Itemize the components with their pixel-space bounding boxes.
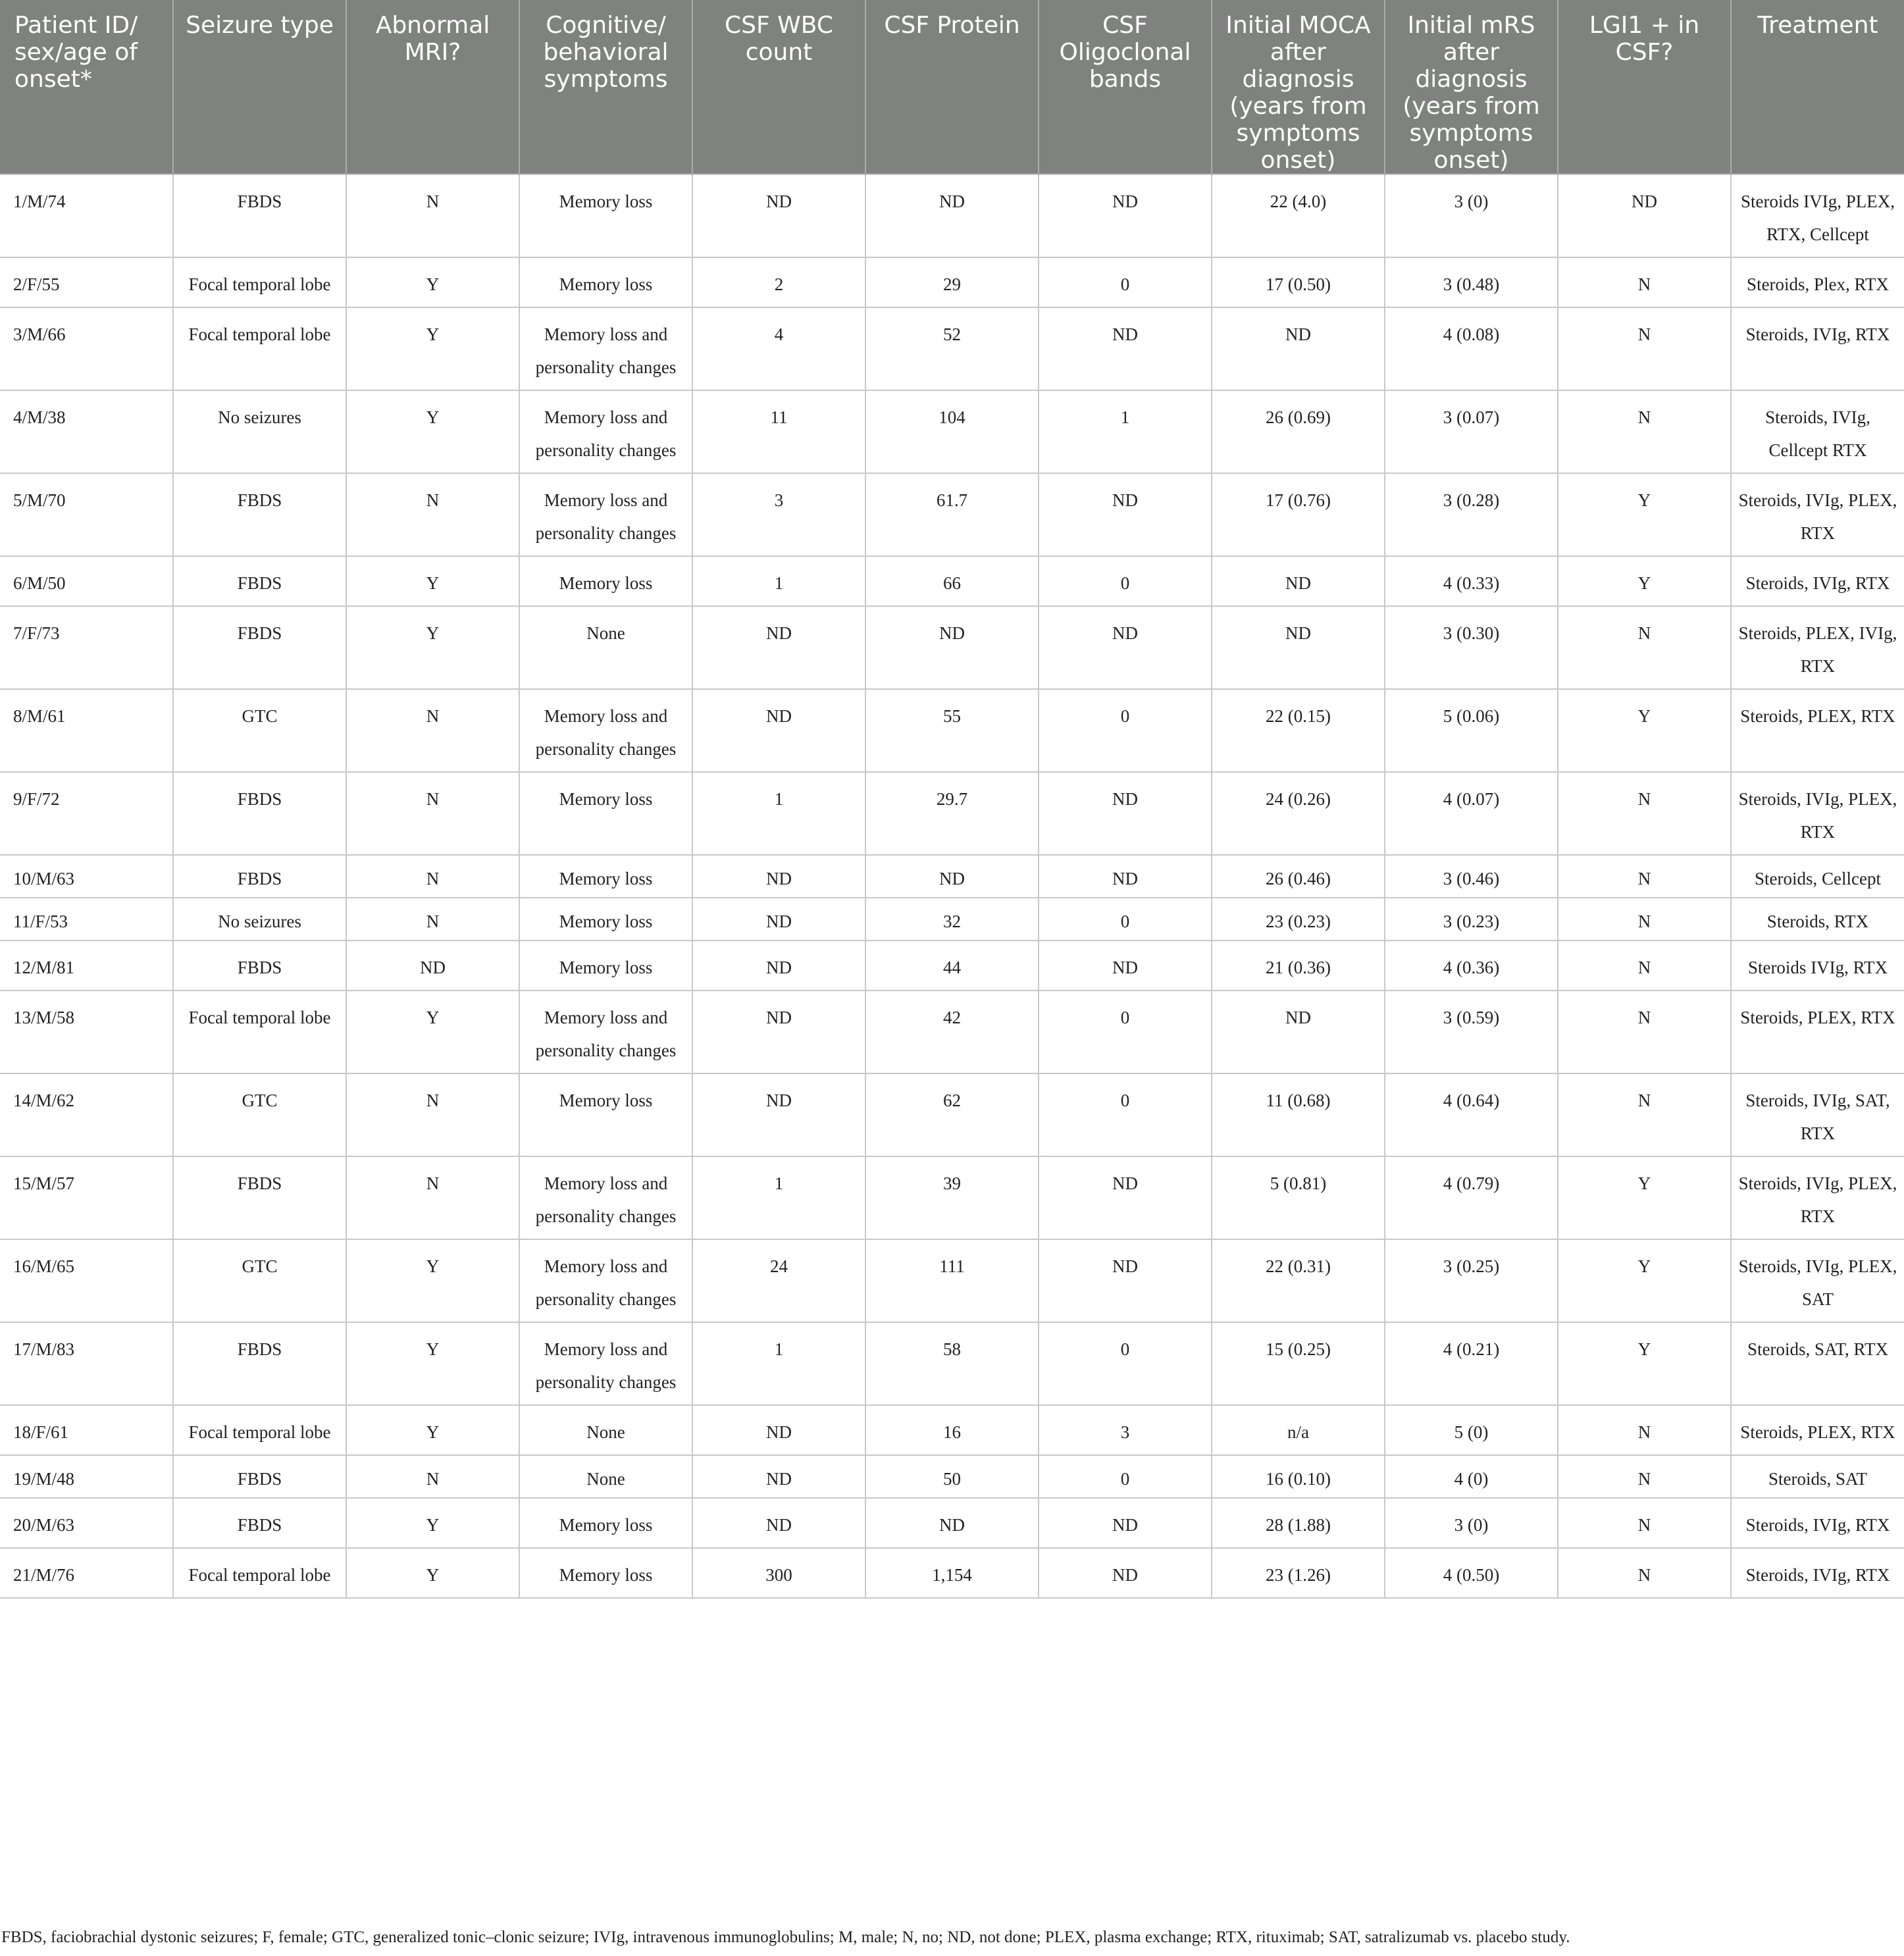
table-row bbox=[0, 556, 1904, 606]
abnormal-mri-cell: Y bbox=[346, 257, 519, 307]
table-row bbox=[0, 772, 1904, 855]
treatment-cell: Steroids, PLEX, IVIg, RTX bbox=[1731, 606, 1904, 689]
initial-moca-cell: 22 (0.31) bbox=[1212, 1239, 1385, 1322]
abnormal-mri-cell: N bbox=[346, 855, 519, 898]
lgi1-csf-cell: Y bbox=[1558, 473, 1731, 556]
abnormal-mri-cell: N bbox=[346, 1156, 519, 1239]
patient-id-cell: 16/M/65 bbox=[0, 1239, 173, 1322]
seizure-type-cell: No seizures bbox=[173, 390, 346, 473]
lgi1-csf-cell: ND bbox=[1558, 174, 1731, 257]
oligoclonal-bands-cell: ND bbox=[1039, 1498, 1212, 1548]
treatment-cell: Steroids, IVIg, PLEX, RTX bbox=[1731, 1156, 1904, 1239]
seizure-type-cell: FBDS bbox=[173, 772, 346, 855]
col-header-oligoclonal-bands: CSF Oligoclonal bands bbox=[1039, 0, 1212, 174]
initial-moca-cell: ND bbox=[1212, 556, 1385, 606]
initial-moca-cell: ND bbox=[1212, 307, 1385, 390]
cognitive-symptoms-cell: Memory loss and personality changes bbox=[519, 1322, 692, 1405]
col-header-initial-mrs: Initial mRS after diagnosis (years from symptoms onset) bbox=[1385, 0, 1558, 174]
table-row bbox=[0, 257, 1904, 307]
csf-protein-cell: 42 bbox=[865, 991, 1039, 1073]
lgi1-csf-cell: Y bbox=[1558, 1322, 1731, 1405]
table-row bbox=[0, 390, 1904, 473]
col-header-treatment: Treatment bbox=[1731, 0, 1904, 174]
initial-moca-cell: 23 (0.23) bbox=[1212, 898, 1385, 940]
treatment-cell: Steroids IVIg, RTX bbox=[1731, 940, 1904, 991]
seizure-type-cell: GTC bbox=[173, 1239, 346, 1322]
oligoclonal-bands-cell: ND bbox=[1039, 174, 1212, 257]
seizure-type-cell: FBDS bbox=[173, 1498, 346, 1548]
initial-mrs-cell: 4 (0.33) bbox=[1385, 556, 1558, 606]
col-header-lgi1-csf: LGI1 + in CSF? bbox=[1558, 0, 1731, 174]
cognitive-symptoms-cell: Memory loss bbox=[519, 772, 692, 855]
csf-protein-cell: 32 bbox=[865, 898, 1039, 940]
initial-mrs-cell: 3 (0.07) bbox=[1385, 390, 1558, 473]
initial-moca-cell: 15 (0.25) bbox=[1212, 1322, 1385, 1405]
lgi1-csf-cell: N bbox=[1558, 307, 1731, 390]
patient-id-cell: 17/M/83 bbox=[0, 1322, 173, 1405]
abnormal-mri-cell: N bbox=[346, 1073, 519, 1156]
table-row bbox=[0, 898, 1904, 940]
col-header-csf-wbc: CSF WBC count bbox=[692, 0, 865, 174]
initial-moca-cell: 16 (0.10) bbox=[1212, 1455, 1385, 1498]
initial-moca-cell: 22 (4.0) bbox=[1212, 174, 1385, 257]
csf-protein-cell: 58 bbox=[865, 1322, 1039, 1405]
initial-mrs-cell: 4 (0.79) bbox=[1385, 1156, 1558, 1239]
cognitive-symptoms-cell: Memory loss bbox=[519, 1073, 692, 1156]
initial-mrs-cell: 4 (0.08) bbox=[1385, 307, 1558, 390]
cognitive-symptoms-cell: None bbox=[519, 1405, 692, 1455]
table-row bbox=[0, 1455, 1904, 1498]
treatment-cell: Steroids, IVIg, SAT, RTX bbox=[1731, 1073, 1904, 1156]
csf-wbc-cell: ND bbox=[692, 689, 865, 772]
treatment-cell: Steroids, SAT bbox=[1731, 1455, 1904, 1498]
csf-protein-cell: ND bbox=[865, 1498, 1039, 1548]
csf-protein-cell: 61.7 bbox=[865, 473, 1039, 556]
treatment-cell: Steroids, IVIg, PLEX, RTX bbox=[1731, 473, 1904, 556]
treatment-cell: Steroids, Cellcept bbox=[1731, 855, 1904, 898]
treatment-cell: Steroids, IVIg, RTX bbox=[1731, 307, 1904, 390]
table-row bbox=[0, 1498, 1904, 1548]
csf-wbc-cell: 1 bbox=[692, 556, 865, 606]
csf-protein-cell: 39 bbox=[865, 1156, 1039, 1239]
patient-id-cell: 20/M/63 bbox=[0, 1498, 173, 1548]
abnormal-mri-cell: Y bbox=[346, 390, 519, 473]
patient-id-cell: 6/M/50 bbox=[0, 556, 173, 606]
csf-protein-cell: ND bbox=[865, 174, 1039, 257]
patient-id-cell: 21/M/76 bbox=[0, 1548, 173, 1598]
oligoclonal-bands-cell: 0 bbox=[1039, 898, 1212, 940]
table-row bbox=[0, 689, 1904, 772]
lgi1-csf-cell: N bbox=[1558, 855, 1731, 898]
abnormal-mri-cell: Y bbox=[346, 606, 519, 689]
cognitive-symptoms-cell: Memory loss and personality changes bbox=[519, 390, 692, 473]
cognitive-symptoms-cell: None bbox=[519, 606, 692, 689]
initial-moca-cell: 23 (1.26) bbox=[1212, 1548, 1385, 1598]
treatment-cell: Steroids, IVIg, PLEX, RTX bbox=[1731, 772, 1904, 855]
oligoclonal-bands-cell: ND bbox=[1039, 1239, 1212, 1322]
lgi1-csf-cell: N bbox=[1558, 390, 1731, 473]
table-row bbox=[0, 473, 1904, 556]
cognitive-symptoms-cell: Memory loss and personality changes bbox=[519, 307, 692, 390]
csf-wbc-cell: ND bbox=[692, 1405, 865, 1455]
treatment-cell: Steroids, IVIg, RTX bbox=[1731, 556, 1904, 606]
seizure-type-cell: FBDS bbox=[173, 1322, 346, 1405]
initial-moca-cell: 26 (0.46) bbox=[1212, 855, 1385, 898]
initial-mrs-cell: 4 (0.64) bbox=[1385, 1073, 1558, 1156]
csf-wbc-cell: ND bbox=[692, 1498, 865, 1548]
patient-id-cell: 11/F/53 bbox=[0, 898, 173, 940]
initial-moca-cell: n/a bbox=[1212, 1405, 1385, 1455]
lgi1-csf-cell: N bbox=[1558, 991, 1731, 1073]
initial-mrs-cell: 3 (0.30) bbox=[1385, 606, 1558, 689]
csf-protein-cell: ND bbox=[865, 606, 1039, 689]
cognitive-symptoms-cell: Memory loss bbox=[519, 556, 692, 606]
oligoclonal-bands-cell: 0 bbox=[1039, 556, 1212, 606]
csf-wbc-cell: 1 bbox=[692, 772, 865, 855]
abnormal-mri-cell: Y bbox=[346, 991, 519, 1073]
csf-wbc-cell: 300 bbox=[692, 1548, 865, 1598]
csf-wbc-cell: 11 bbox=[692, 390, 865, 473]
lgi1-csf-cell: N bbox=[1558, 772, 1731, 855]
cognitive-symptoms-cell: Memory loss bbox=[519, 174, 692, 257]
csf-wbc-cell: 3 bbox=[692, 473, 865, 556]
csf-wbc-cell: ND bbox=[692, 898, 865, 940]
csf-wbc-cell: ND bbox=[692, 1455, 865, 1498]
abnormal-mri-cell: N bbox=[346, 473, 519, 556]
abnormal-mri-cell: Y bbox=[346, 307, 519, 390]
cognitive-symptoms-cell: Memory loss and personality changes bbox=[519, 1156, 692, 1239]
csf-wbc-cell: 1 bbox=[692, 1322, 865, 1405]
oligoclonal-bands-cell: 0 bbox=[1039, 689, 1212, 772]
treatment-cell: Steroids, SAT, RTX bbox=[1731, 1322, 1904, 1405]
abnormal-mri-cell: Y bbox=[346, 1405, 519, 1455]
seizure-type-cell: FBDS bbox=[173, 1156, 346, 1239]
initial-moca-cell: 24 (0.26) bbox=[1212, 772, 1385, 855]
csf-wbc-cell: ND bbox=[692, 855, 865, 898]
initial-moca-cell: 17 (0.50) bbox=[1212, 257, 1385, 307]
csf-wbc-cell: ND bbox=[692, 606, 865, 689]
treatment-cell: Steroids, IVIg, RTX bbox=[1731, 1498, 1904, 1548]
table-body bbox=[0, 174, 1904, 1598]
oligoclonal-bands-cell: 0 bbox=[1039, 1455, 1212, 1498]
lgi1-csf-cell: N bbox=[1558, 1405, 1731, 1455]
table-row bbox=[0, 1073, 1904, 1156]
oligoclonal-bands-cell: 0 bbox=[1039, 257, 1212, 307]
csf-protein-cell: 104 bbox=[865, 390, 1039, 473]
seizure-type-cell: Focal temporal lobe bbox=[173, 991, 346, 1073]
table-row bbox=[0, 991, 1904, 1073]
seizure-type-cell: FBDS bbox=[173, 855, 346, 898]
treatment-cell: Steroids, IVIg, PLEX, SAT bbox=[1731, 1239, 1904, 1322]
csf-protein-cell: 29.7 bbox=[865, 772, 1039, 855]
cognitive-symptoms-cell: Memory loss bbox=[519, 940, 692, 991]
table-row bbox=[0, 1405, 1904, 1455]
cognitive-symptoms-cell: Memory loss bbox=[519, 898, 692, 940]
lgi1-csf-cell: N bbox=[1558, 898, 1731, 940]
table-row bbox=[0, 940, 1904, 991]
lgi1-csf-cell: Y bbox=[1558, 1156, 1731, 1239]
initial-mrs-cell: 3 (0.23) bbox=[1385, 898, 1558, 940]
treatment-cell: Steroids, PLEX, RTX bbox=[1731, 689, 1904, 772]
lgi1-csf-cell: N bbox=[1558, 257, 1731, 307]
oligoclonal-bands-cell: 0 bbox=[1039, 1322, 1212, 1405]
treatment-cell: Steroids, IVIg, RTX bbox=[1731, 1548, 1904, 1598]
oligoclonal-bands-cell: ND bbox=[1039, 606, 1212, 689]
seizure-type-cell: FBDS bbox=[173, 556, 346, 606]
seizure-type-cell: Focal temporal lobe bbox=[173, 1405, 346, 1455]
initial-mrs-cell: 3 (0) bbox=[1385, 174, 1558, 257]
seizure-type-cell: FBDS bbox=[173, 1455, 346, 1498]
abnormal-mri-cell: Y bbox=[346, 1239, 519, 1322]
abnormal-mri-cell: N bbox=[346, 689, 519, 772]
csf-wbc-cell: 2 bbox=[692, 257, 865, 307]
abnormal-mri-cell: N bbox=[346, 174, 519, 257]
cognitive-symptoms-cell: Memory loss bbox=[519, 855, 692, 898]
initial-mrs-cell: 4 (0.07) bbox=[1385, 772, 1558, 855]
csf-protein-cell: 1,154 bbox=[865, 1548, 1039, 1598]
col-header-csf-protein: CSF Protein bbox=[865, 0, 1039, 174]
oligoclonal-bands-cell: 0 bbox=[1039, 991, 1212, 1073]
table-row bbox=[0, 855, 1904, 898]
csf-wbc-cell: ND bbox=[692, 1073, 865, 1156]
seizure-type-cell: GTC bbox=[173, 689, 346, 772]
table-row bbox=[0, 174, 1904, 257]
csf-protein-cell: 55 bbox=[865, 689, 1039, 772]
cognitive-symptoms-cell: Memory loss and personality changes bbox=[519, 689, 692, 772]
treatment-cell: Steroids IVIg, PLEX, RTX, Cellcept bbox=[1731, 174, 1904, 257]
abnormal-mri-cell: Y bbox=[346, 1548, 519, 1598]
header-row bbox=[0, 0, 1904, 174]
csf-wbc-cell: 1 bbox=[692, 1156, 865, 1239]
initial-mrs-cell: 3 (0.46) bbox=[1385, 855, 1558, 898]
seizure-type-cell: Focal temporal lobe bbox=[173, 307, 346, 390]
patient-id-cell: 19/M/48 bbox=[0, 1455, 173, 1498]
table-row bbox=[0, 1156, 1904, 1239]
cognitive-symptoms-cell: Memory loss and personality changes bbox=[519, 1239, 692, 1322]
initial-mrs-cell: 4 (0.36) bbox=[1385, 940, 1558, 991]
patient-id-cell: 9/F/72 bbox=[0, 772, 173, 855]
abnormal-mri-cell: ND bbox=[346, 940, 519, 991]
seizure-type-cell: No seizures bbox=[173, 898, 346, 940]
abnormal-mri-cell: Y bbox=[346, 1498, 519, 1548]
cognitive-symptoms-cell: Memory loss and personality changes bbox=[519, 991, 692, 1073]
col-header-patient-id: Patient ID/ sex/age of onset* bbox=[0, 0, 173, 174]
table-row bbox=[0, 1548, 1904, 1598]
patient-id-cell: 8/M/61 bbox=[0, 689, 173, 772]
csf-protein-cell: ND bbox=[865, 855, 1039, 898]
table-footnote: FBDS, faciobrachial dystonic seizures; F, female; GTC, generalized tonic–clonic seizure; IVIg, intravenous immunoglobulins; M, male; N, no; ND, not done; PLEX, plasma exchange; RTX, rituximab; SAT, satralizumab vs. placebo study. bbox=[1, 1928, 1570, 1946]
patient-id-cell: 3/M/66 bbox=[0, 307, 173, 390]
col-header-abnormal-mri: Abnormal MRI? bbox=[346, 0, 519, 174]
seizure-type-cell: GTC bbox=[173, 1073, 346, 1156]
table-row bbox=[0, 307, 1904, 390]
csf-protein-cell: 44 bbox=[865, 940, 1039, 991]
initial-moca-cell: ND bbox=[1212, 606, 1385, 689]
abnormal-mri-cell: Y bbox=[346, 1322, 519, 1405]
patient-id-cell: 1/M/74 bbox=[0, 174, 173, 257]
initial-mrs-cell: 4 (0.21) bbox=[1385, 1322, 1558, 1405]
abnormal-mri-cell: Y bbox=[346, 556, 519, 606]
treatment-cell: Steroids, Plex, RTX bbox=[1731, 257, 1904, 307]
csf-protein-cell: 52 bbox=[865, 307, 1039, 390]
oligoclonal-bands-cell: ND bbox=[1039, 1156, 1212, 1239]
lgi1-csf-cell: Y bbox=[1558, 556, 1731, 606]
treatment-cell: Steroids, PLEX, RTX bbox=[1731, 991, 1904, 1073]
initial-mrs-cell: 4 (0.50) bbox=[1385, 1548, 1558, 1598]
patient-id-cell: 12/M/81 bbox=[0, 940, 173, 991]
oligoclonal-bands-cell: ND bbox=[1039, 772, 1212, 855]
patient-id-cell: 18/F/61 bbox=[0, 1405, 173, 1455]
initial-mrs-cell: 3 (0.25) bbox=[1385, 1239, 1558, 1322]
csf-wbc-cell: 4 bbox=[692, 307, 865, 390]
initial-mrs-cell: 3 (0.28) bbox=[1385, 473, 1558, 556]
oligoclonal-bands-cell: 3 bbox=[1039, 1405, 1212, 1455]
csf-protein-cell: 62 bbox=[865, 1073, 1039, 1156]
patient-id-cell: 4/M/38 bbox=[0, 390, 173, 473]
initial-moca-cell: 22 (0.15) bbox=[1212, 689, 1385, 772]
patient-id-cell: 13/M/58 bbox=[0, 991, 173, 1073]
csf-protein-cell: 50 bbox=[865, 1455, 1039, 1498]
cognitive-symptoms-cell: Memory loss bbox=[519, 257, 692, 307]
abnormal-mri-cell: N bbox=[346, 1455, 519, 1498]
col-header-cognitive-symptoms: Cognitive/ behavioral symptoms bbox=[519, 0, 692, 174]
table-row bbox=[0, 606, 1904, 689]
table-row bbox=[0, 1239, 1904, 1322]
seizure-type-cell: Focal temporal lobe bbox=[173, 1548, 346, 1598]
initial-moca-cell: 17 (0.76) bbox=[1212, 473, 1385, 556]
lgi1-csf-cell: N bbox=[1558, 940, 1731, 991]
patient-id-cell: 5/M/70 bbox=[0, 473, 173, 556]
lgi1-csf-cell: N bbox=[1558, 1073, 1731, 1156]
csf-protein-cell: 16 bbox=[865, 1405, 1039, 1455]
initial-moca-cell: 26 (0.69) bbox=[1212, 390, 1385, 473]
lgi1-csf-cell: N bbox=[1558, 606, 1731, 689]
initial-mrs-cell: 5 (0.06) bbox=[1385, 689, 1558, 772]
initial-mrs-cell: 4 (0) bbox=[1385, 1455, 1558, 1498]
seizure-type-cell: FBDS bbox=[173, 473, 346, 556]
table-row bbox=[0, 1322, 1904, 1405]
csf-wbc-cell: 24 bbox=[692, 1239, 865, 1322]
initial-moca-cell: 28 (1.88) bbox=[1212, 1498, 1385, 1548]
patient-id-cell: 2/F/55 bbox=[0, 257, 173, 307]
seizure-type-cell: Focal temporal lobe bbox=[173, 257, 346, 307]
initial-moca-cell: 11 (0.68) bbox=[1212, 1073, 1385, 1156]
csf-wbc-cell: ND bbox=[692, 174, 865, 257]
oligoclonal-bands-cell: ND bbox=[1039, 307, 1212, 390]
initial-mrs-cell: 5 (0) bbox=[1385, 1405, 1558, 1455]
initial-moca-cell: ND bbox=[1212, 991, 1385, 1073]
patient-id-cell: 14/M/62 bbox=[0, 1073, 173, 1156]
patient-id-cell: 7/F/73 bbox=[0, 606, 173, 689]
treatment-cell: Steroids, IVIg, Cellcept RTX bbox=[1731, 390, 1904, 473]
abnormal-mri-cell: N bbox=[346, 898, 519, 940]
seizure-type-cell: FBDS bbox=[173, 940, 346, 991]
oligoclonal-bands-cell: ND bbox=[1039, 473, 1212, 556]
cognitive-symptoms-cell: None bbox=[519, 1455, 692, 1498]
oligoclonal-bands-cell: ND bbox=[1039, 940, 1212, 991]
oligoclonal-bands-cell: ND bbox=[1039, 855, 1212, 898]
initial-mrs-cell: 3 (0) bbox=[1385, 1498, 1558, 1548]
oligoclonal-bands-cell: 0 bbox=[1039, 1073, 1212, 1156]
oligoclonal-bands-cell: 1 bbox=[1039, 390, 1212, 473]
treatment-cell: Steroids, RTX bbox=[1731, 898, 1904, 940]
csf-protein-cell: 29 bbox=[865, 257, 1039, 307]
initial-moca-cell: 21 (0.36) bbox=[1212, 940, 1385, 991]
cognitive-symptoms-cell: Memory loss bbox=[519, 1498, 692, 1548]
lgi1-csf-cell: N bbox=[1558, 1548, 1731, 1598]
lgi1-csf-cell: N bbox=[1558, 1498, 1731, 1548]
treatment-cell: Steroids, PLEX, RTX bbox=[1731, 1405, 1904, 1455]
cognitive-symptoms-cell: Memory loss bbox=[519, 1548, 692, 1598]
cognitive-symptoms-cell: Memory loss and personality changes bbox=[519, 473, 692, 556]
csf-wbc-cell: ND bbox=[692, 940, 865, 991]
lgi1-csf-cell: Y bbox=[1558, 689, 1731, 772]
patient-id-cell: 15/M/57 bbox=[0, 1156, 173, 1239]
lgi1-csf-cell: Y bbox=[1558, 1239, 1731, 1322]
initial-mrs-cell: 3 (0.59) bbox=[1385, 991, 1558, 1073]
seizure-type-cell: FBDS bbox=[173, 174, 346, 257]
initial-moca-cell: 5 (0.81) bbox=[1212, 1156, 1385, 1239]
csf-wbc-cell: ND bbox=[692, 991, 865, 1073]
col-header-seizure-type: Seizure type bbox=[173, 0, 346, 174]
csf-protein-cell: 111 bbox=[865, 1239, 1039, 1322]
seizure-type-cell: FBDS bbox=[173, 606, 346, 689]
col-header-initial-moca: Initial MOCA after diagnosis (years from symptoms onset) bbox=[1212, 0, 1385, 174]
lgi1-csf-cell: N bbox=[1558, 1455, 1731, 1498]
csf-protein-cell: 66 bbox=[865, 556, 1039, 606]
initial-mrs-cell: 3 (0.48) bbox=[1385, 257, 1558, 307]
patient-id-cell: 10/M/63 bbox=[0, 855, 173, 898]
abnormal-mri-cell: N bbox=[346, 772, 519, 855]
oligoclonal-bands-cell: ND bbox=[1039, 1548, 1212, 1598]
